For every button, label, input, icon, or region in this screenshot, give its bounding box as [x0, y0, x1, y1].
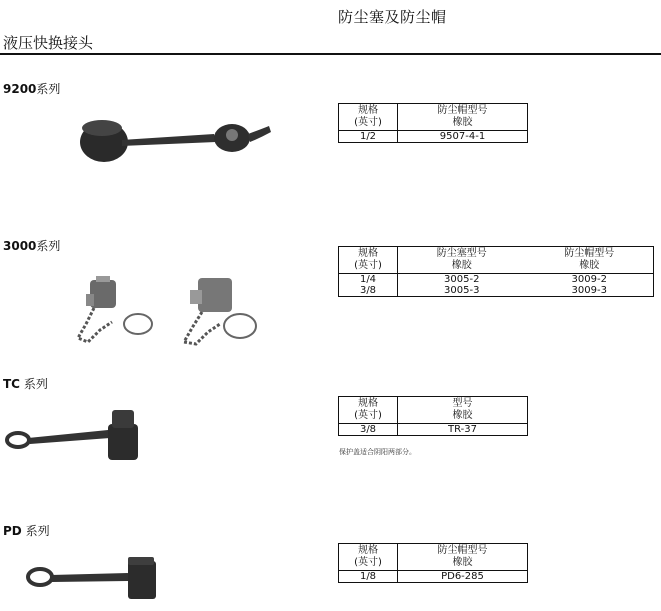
- series-code: 3000: [3, 239, 37, 253]
- header-rule: [0, 53, 661, 55]
- dust-cap-pd-image: [24, 553, 164, 609]
- spec-table-3000: [338, 246, 654, 297]
- dust-plug-and-cap-3000-image: [68, 272, 268, 352]
- dust-cap-9200-image: [74, 110, 274, 170]
- header-size: 规格 (英寸): [339, 247, 398, 274]
- header-cap-model: 防尘帽型号 橡胶: [437, 545, 488, 568]
- cell-cap-model: 3009-3: [571, 285, 607, 296]
- cell-model: TR-37: [448, 424, 477, 435]
- cell-size: 1/2: [339, 131, 398, 143]
- section-title: 液压快换接头: [3, 34, 94, 52]
- table-header-row: [339, 104, 528, 131]
- dust-cap-tc-image: [4, 406, 144, 464]
- cell-size: 1/8: [339, 571, 398, 583]
- table-row: [339, 285, 654, 297]
- cell-size: 3/8: [339, 285, 398, 297]
- series-suffix: 系列: [21, 524, 50, 538]
- header-cap-model: 防尘帽型号 橡胶: [564, 248, 615, 271]
- series-heading-tc: [3, 375, 48, 392]
- header-cap-model: 防尘帽型号 橡胶: [437, 105, 488, 128]
- series-suffix: 系列: [36, 82, 61, 96]
- series-heading-3000: [3, 237, 60, 254]
- cell-model: PD6-285: [441, 571, 484, 582]
- table-header-row: [339, 397, 528, 424]
- tc-note: 保护盖适合阴阳两部分。: [339, 448, 416, 456]
- header-size: 规格 (英寸): [339, 397, 398, 424]
- table-header-row: [339, 544, 528, 571]
- cell-model: 9507-4-1: [439, 131, 486, 142]
- header-size: 规格 (英寸): [339, 544, 398, 571]
- header-plug-model: 防尘塞型号 橡胶: [436, 248, 487, 271]
- series-code: PD: [3, 524, 22, 538]
- cell-size: 3/8: [339, 424, 398, 436]
- series-suffix: 系列: [20, 377, 48, 391]
- table-row: [339, 274, 654, 286]
- series-code: TC: [3, 377, 20, 391]
- series-heading-9200: [3, 80, 60, 97]
- series-code: 9200: [3, 82, 37, 96]
- spec-table-tc: [338, 396, 528, 436]
- cell-plug-model: 3005-2: [444, 274, 480, 285]
- page-title: 防尘塞及防尘帽: [338, 8, 447, 26]
- cell-size: 1/4: [339, 274, 398, 286]
- table-row: [339, 571, 528, 583]
- cell-plug-model: 3005-3: [444, 285, 480, 296]
- table-row: [339, 131, 528, 143]
- spec-table-pd: [338, 543, 528, 583]
- header-model: 型号 橡胶: [452, 398, 473, 421]
- cell-cap-model: 3009-2: [571, 274, 607, 285]
- table-row: [339, 424, 528, 436]
- series-suffix: 系列: [36, 239, 61, 253]
- spec-table-9200: [338, 103, 528, 143]
- series-heading-pd: [3, 522, 50, 539]
- table-header-row: [339, 247, 654, 274]
- header-size: 规格 (英寸): [339, 104, 398, 131]
